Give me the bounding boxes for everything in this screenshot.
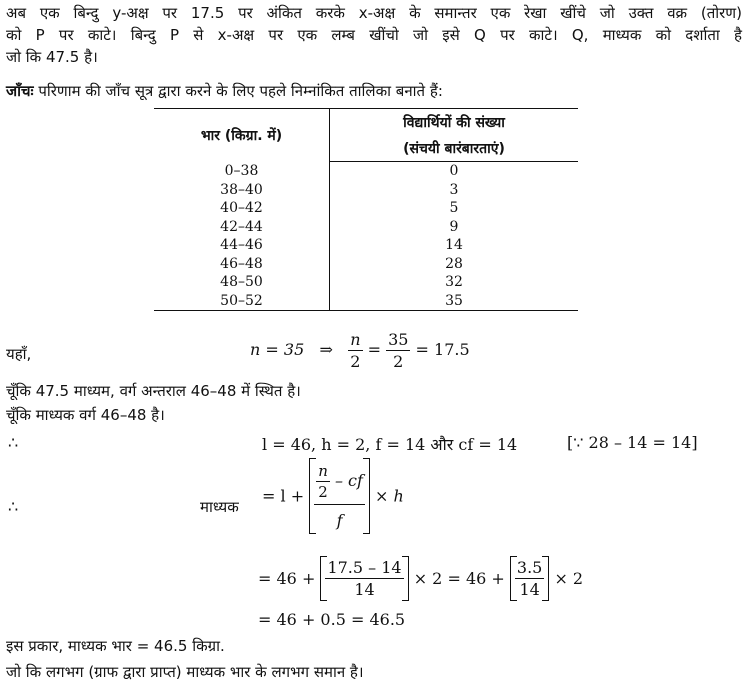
median-label: माध्यक xyxy=(200,498,239,516)
table-row xyxy=(154,292,578,311)
col-weight-header: भार (किग्रा. में) xyxy=(154,109,330,162)
check-label: जाँचः xyxy=(6,82,34,100)
step1-start: = 46 + xyxy=(258,569,316,588)
median-formula xyxy=(262,458,404,534)
col-students-subheader: (संचयी बारंबारताएं) xyxy=(330,135,579,162)
range-cell: 46–48 xyxy=(154,255,330,274)
check-text: परिणाम की जाँच सूत्र द्वारा करने के लिए पहले निम्नांकित तालिका बनाते हैं: xyxy=(38,82,443,100)
table-row xyxy=(154,181,578,200)
step1-end: × 2 xyxy=(554,569,584,588)
table-row xyxy=(154,255,578,274)
count-cell: 5 xyxy=(449,200,459,216)
frac-numerator: n xyxy=(350,330,361,349)
formula-two: 2 xyxy=(318,483,328,501)
step1-bracket-1 xyxy=(320,556,408,601)
intro-line-2: को P पर काटे। बिन्दु P से x-अक्ष पर एक लम्ब खींचो जो इसे Q पर काटे। Q, माध्यक को दर्शाता है xyxy=(6,26,742,44)
median-step-2: = 46 + 0.5 = 46.5 xyxy=(258,610,406,629)
conclusion-line: इस प्रकार, माध्यक भार = 46.5 किग्रा. xyxy=(6,637,225,655)
because-note: [∵ 28 – 14 = 14] xyxy=(567,433,698,452)
count-cell: 0 xyxy=(449,163,459,179)
formula-f: f xyxy=(336,511,343,530)
table-row xyxy=(154,162,578,181)
count-cell: 3 xyxy=(449,181,459,198)
median-class-line: चूँकि माध्यक वर्ग 46–48 है। xyxy=(6,406,165,424)
col-students-header: विद्यार्थियों की संख्या xyxy=(330,109,579,136)
range-cell: 38–40 xyxy=(154,181,330,200)
table-row xyxy=(154,218,578,237)
final-line: जो कि लगभग (ग्राफ द्वारा प्राप्त) माध्यक भार के लगभग समान है। xyxy=(6,663,364,681)
formula-n: n xyxy=(318,462,328,480)
intro-line-3: जो कि 47.5 है। xyxy=(6,48,98,66)
table-row xyxy=(154,236,578,255)
35-over-2 xyxy=(386,330,410,371)
step1-denominator-2: 14 xyxy=(519,580,540,599)
step1-middle: × 2 = 46 + xyxy=(413,569,505,588)
parameter-values: l = 46, h = 2, f = 14 और cf = 14 xyxy=(262,435,518,454)
formula-times-h: × h xyxy=(375,486,404,506)
check-line xyxy=(6,81,443,101)
formula-l-plus: = l + xyxy=(262,486,305,506)
formula-fraction xyxy=(314,462,365,530)
therefore-symbol: ∴ xyxy=(8,433,19,452)
formula-cf: – cf xyxy=(334,471,363,490)
range-cell: 44–46 xyxy=(154,236,330,255)
n-equation: n = 35 ⇒ $\frac{n}{2}$ = $\frac{35}{2}$ = 17.5 xyxy=(250,330,470,371)
table-row xyxy=(154,273,578,292)
step1-bracket-2 xyxy=(510,556,549,601)
therefore-symbol-2: ∴ xyxy=(8,497,19,516)
count-cell: 28 xyxy=(445,255,463,272)
n-over-2 xyxy=(348,330,362,371)
intro-line-1: अब एक बिन्दु y-अक्ष पर 17.5 पर अंकित करके x-अक्ष के समान्तर एक रेखा खींचे जो उक्त वक्र (तोरण) xyxy=(6,4,742,22)
half-n-result: = 17.5 xyxy=(415,340,470,359)
median-step-1 xyxy=(258,556,583,601)
step1-numerator-2: 3.5 xyxy=(516,558,543,577)
count-cell: 9 xyxy=(449,218,459,235)
count-cell: 32 xyxy=(445,274,463,290)
range-cell: 50–52 xyxy=(154,292,330,311)
formula-bracket xyxy=(309,458,370,534)
intro-paragraph xyxy=(6,2,742,68)
n-value: n = 35 xyxy=(250,340,305,359)
range-cell: 0–38 xyxy=(154,162,330,181)
frac-numerator: 35 xyxy=(388,330,409,349)
implies-symbol: ⇒ xyxy=(319,340,333,359)
range-cell: 42–44 xyxy=(154,218,330,237)
step1-denominator: 14 xyxy=(354,580,375,599)
step1-numerator: 17.5 – 14 xyxy=(327,558,402,577)
count-cell: 14 xyxy=(445,237,463,253)
frac-denominator: 2 xyxy=(350,352,361,371)
frac-denominator: 2 xyxy=(393,352,404,371)
here-label: यहाँ, xyxy=(6,345,32,363)
count-cell: 35 xyxy=(330,292,579,311)
table-row xyxy=(154,199,578,218)
range-cell: 40–42 xyxy=(154,199,330,218)
cumulative-frequency-table xyxy=(154,108,578,311)
range-cell: 48–50 xyxy=(154,273,330,292)
median-interval-line: चूँकि 47.5 माध्यम, वर्ग अन्तराल 46–48 में स्थित है। xyxy=(6,382,301,400)
